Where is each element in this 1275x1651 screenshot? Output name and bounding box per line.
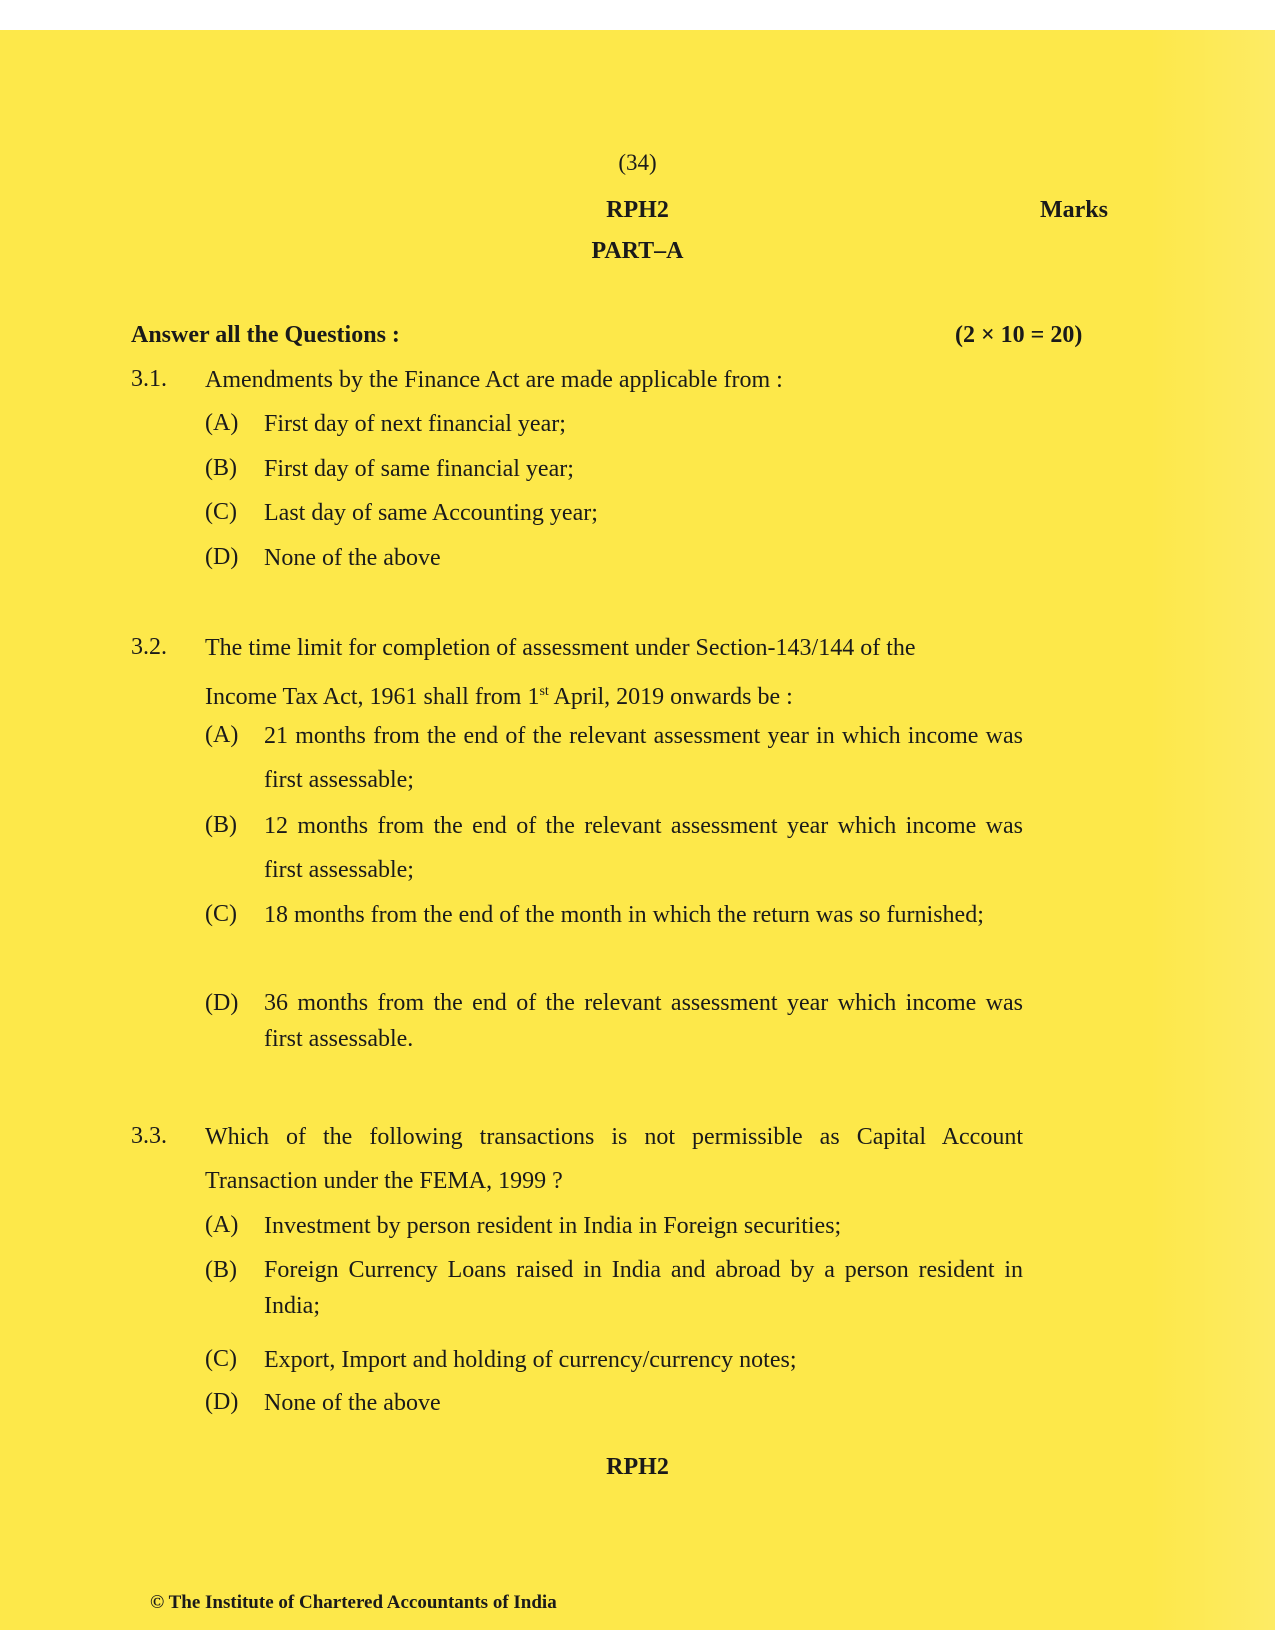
option-text: Foreign Currency Loans raised in India and abroad by a person resident in India;	[264, 1257, 1023, 1319]
paper-code-bottom: RPH2	[606, 1454, 669, 1480]
marks-total: (2 × 10 = 20)	[955, 322, 1083, 348]
option-label: (D)	[205, 544, 239, 570]
question-text-line: The time limit for completion of assessment under Section-143/144 of the	[205, 635, 916, 661]
question-number: 3.1.	[131, 366, 167, 392]
option-text: None of the above	[264, 545, 441, 571]
exam-page	[0, 30, 1275, 1630]
option-text: First day of next financial year;	[264, 411, 566, 437]
option-label: (D)	[205, 990, 239, 1016]
option-label: (B)	[205, 455, 237, 481]
option-text: Export, Import and holding of currency/currency notes;	[264, 1347, 797, 1373]
option-label: (A)	[205, 410, 239, 436]
question-number: 3.3.	[131, 1123, 167, 1149]
question-text: Amendments by the Finance Act are made applicable from :	[205, 367, 783, 393]
option-label: (D)	[205, 1389, 239, 1415]
option-label: (B)	[205, 812, 237, 838]
question-text: Which of the following transactions is not permissible as Capital Account Transaction under the FEMA, 1999 ?	[205, 1124, 1023, 1194]
page-number: (34)	[618, 150, 657, 175]
question-number: 3.2.	[131, 634, 167, 660]
option-text: First day of same financial year;	[264, 456, 574, 482]
part-title: PART–A	[591, 238, 684, 264]
option-text: Last day of same Accounting year;	[264, 500, 598, 526]
instruction: Answer all the Questions :	[131, 322, 400, 348]
option-text: 18 months from the end of the month in which the return was so furnished;	[264, 902, 984, 928]
copyright-footer: © The Institute of Chartered Accountants of India	[150, 1592, 557, 1613]
option-text: 12 months from the end of the relevant assessment year which income was first assessable;	[264, 813, 1023, 883]
option-text: Investment by person resident in India in Foreign securities;	[264, 1213, 842, 1239]
paper-code-top: RPH2	[606, 197, 669, 223]
question-text-line: Income Tax Act, 1961 shall from 1st April, 2019 onwards be :	[205, 684, 793, 710]
question-text	[205, 626, 1023, 719]
option-text: 21 months from the end of the relevant assessment year in which income was first assessable;	[264, 723, 1023, 793]
option-label: (B)	[205, 1257, 237, 1283]
option-text: 36 months from the end of the relevant assessment year which income was first assessable.	[264, 990, 1023, 1052]
option-text: None of the above	[264, 1390, 441, 1416]
option-label: (C)	[205, 499, 237, 525]
marks-label: Marks	[1040, 197, 1108, 223]
option-label: (C)	[205, 1346, 237, 1372]
option-label: (A)	[205, 1212, 239, 1238]
option-label: (A)	[205, 722, 239, 748]
option-label: (C)	[205, 901, 237, 927]
